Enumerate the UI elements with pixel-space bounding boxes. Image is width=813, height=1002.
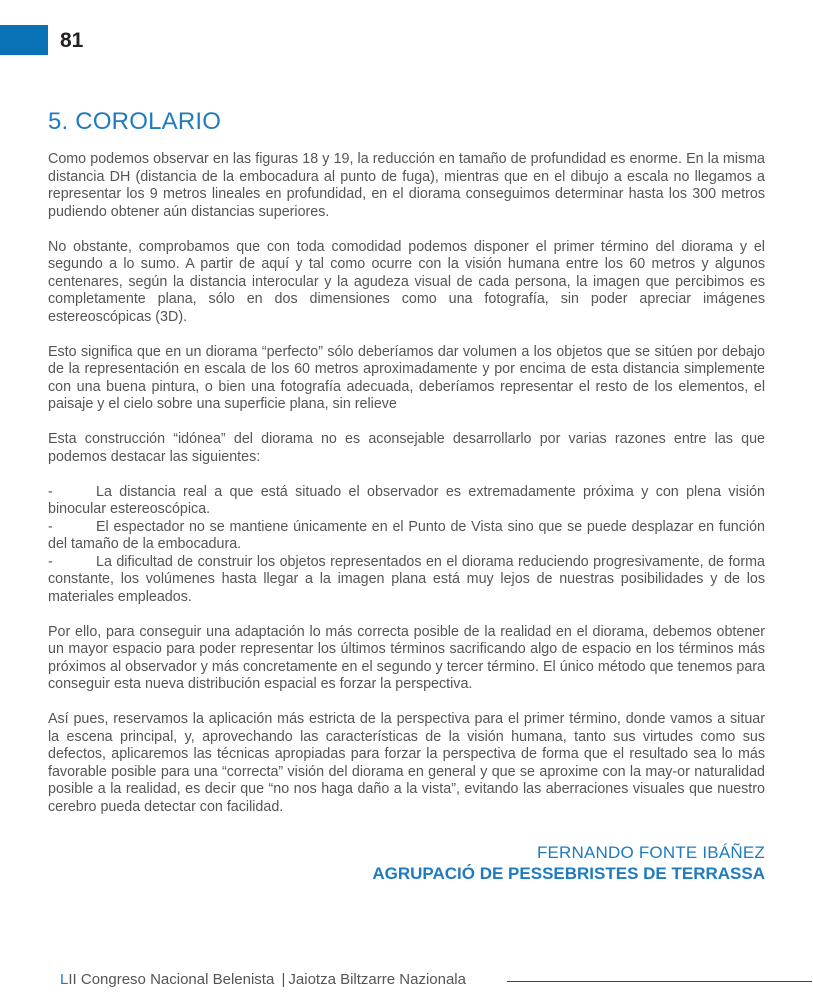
page-number: 81 (60, 29, 84, 52)
paragraph: Esta construcción “idónea” del diorama no es aconsejable desarrollarlo por varias razones entre las que podemos destacar las siguientes: (48, 431, 765, 465)
list-item-text: El espectador no se mantiene únicamente en el Punto de Vista sino que se puede desplazar en función del tamaño de la embocadura. (48, 518, 765, 552)
list-item-text: La dificultad de construir los objetos representados en el diorama reduciendo progresivamente, de forma constante, los volúmenes hasta llegar a la imagen plana está muy lejos de nuestras posibilidades y de los materiales empleados. (48, 553, 765, 605)
footer-separator: | (281, 971, 286, 988)
footer-congress-spanish: Congreso Nacional Belenista (80, 971, 275, 988)
page-tab-marker (0, 25, 48, 55)
list-item (48, 554, 765, 607)
paragraph: Así pues, reservamos la aplicación más estricta de la perspectiva para el primer término, donde vamos a situar la escena principal, y, aprovechando las características de la visión humana, tanto sus virtudes como sus defectos, aplicaremos las técnicas apropiadas para forzar la perspectiva de forma que el resultado sea lo más favorable posible para una “correcta” visión del diorama en general y que se aproxime con la may-or naturalidad posible a la realidad, es decir que “no nos haga daño a la vista”, evitando las aberraciones visuales que nuestro cerebro pueda detectar con facilidad. (48, 711, 765, 815)
list-item (48, 519, 765, 554)
footer-text (60, 970, 466, 990)
author-name: FERNANDO FONTE IBÁÑEZ (536, 843, 765, 862)
paragraph: Esto significa que en un diorama “perfecto” sólo deberíamos dar volumen a los objetos que se sitúen por debajo de la representación en escala de los 60 metros aproximadamente y por encima de esta distancia simplemente con una buena pintura, o bien una fotografía adecuada, deberíamos representar el resto de los elementos, el paisaje y el cielo sobre una superficie plana, sin relieve (48, 343, 765, 412)
page-footer (60, 970, 813, 990)
paragraph: No obstante, comprobamos que con toda comodidad podemos disponer el primer término del diorama y el segundo a lo sumo. A partir de aquí y tal como ocurre con la visión humana entre los 60 metros y algunos centenares, según la distancia interocular y la agudeza visual de cada persona, la imagen que percibimos es completamente plana, sólo en dos dimensiones como una fotografía, sin poder apreciar imágenes estereoscópicas (3D). (48, 238, 765, 325)
author-organization: AGRUPACIÓ DE PESSEBRISTES DE TERRASSA (372, 864, 765, 883)
paragraph: Por ello, para conseguir una adaptación lo más correcta posible de la realidad en el diorama, debemos obtener un mayor espacio para poder representar los últimos términos sacrificando algo de espacio en los términos más próximos al observador y más concretamente en el segundo y tercer término. El único método que tenemos para conseguir esta nueva distribución espacial es forzar la perspectiva. (48, 623, 765, 692)
footer-roman-rest: II (68, 971, 77, 988)
bullet-dash: - (48, 483, 53, 500)
reasons-list (48, 484, 765, 607)
paragraph: Como podemos observar en las figuras 18 y 19, la reducción en tamaño de profundidad es enorme. En la misma distancia DH (distancia de la embocadura al punto de fuga), mientras que en el dibujo a escala no llegamos a representar los 9 metros lineales en profundidad, en el diorama conseguimos determinar hasta los 300 metros pudiendo obtener aún distancias superiores. (48, 151, 765, 220)
bullet-dash: - (48, 553, 53, 570)
footer-roman-first: L (60, 971, 69, 988)
article-body (48, 151, 765, 834)
signature-block (372, 843, 765, 884)
footer-congress-basque: Jaiotza Biltzarre Nazionala (288, 971, 466, 988)
list-item (48, 484, 765, 519)
bullet-dash: - (48, 518, 53, 535)
list-item-text: La distancia real a que está situado el observador es extremadamente próxima y con plena visión binocular estereoscópica. (48, 483, 765, 517)
footer-rule (507, 981, 812, 982)
section-heading: 5. COROLARIO (48, 108, 222, 135)
